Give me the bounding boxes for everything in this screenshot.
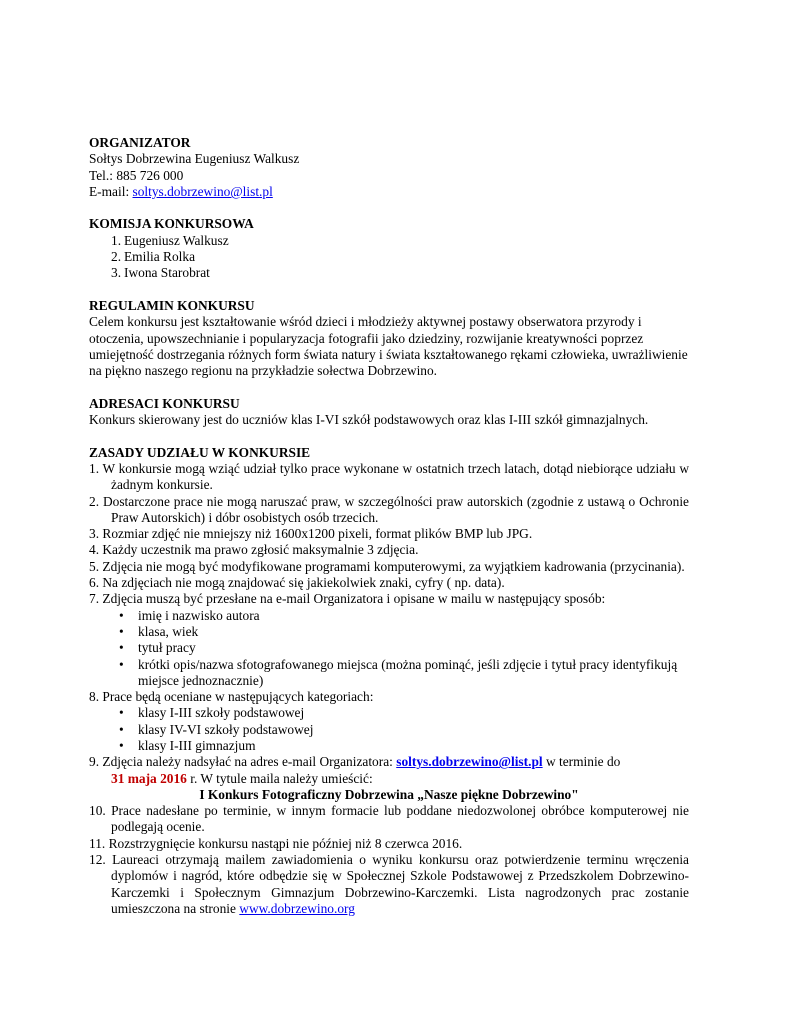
bullet-item: • klasy I-III szkoły podstawowej: [119, 705, 305, 721]
organizer-phone: Tel.: 885 726 000: [89, 167, 184, 183]
audience-text: Konkurs skierowany jest do uczniów klas I-VI szkół podstawowych oraz klas I-III szkół gimnazjalnych.: [89, 412, 649, 428]
rule-3: 3. Rozmiar zdjęć nie mniejszy niż 1600x1200 pixeli, format plików BMP lub JPG.: [89, 526, 533, 542]
organizer-email-link[interactable]: soltys.dobrzewino@list.pl: [132, 183, 273, 199]
rule-6: 6. Na zdjęciach nie mogą znajdować się jakiekolwiek znaki, cyfry ( np. data).: [89, 575, 505, 591]
deadline-date: 31 maja 2016: [111, 770, 187, 786]
rule-5: 5. Zdjęcia nie mogą być modyfikowane programami komputerowymi, za wyjątkiem kadrowania (przycinania).: [89, 558, 685, 574]
rule-9-deadline: 31 maja 2016 r. W tytule maila należy umieścić:: [111, 770, 373, 786]
bullet-item: • imię i nazwisko autora: [119, 607, 260, 623]
participation-heading: ZASADY UDZIAŁU W KONKURSIE: [89, 444, 311, 460]
rule-2: 2. Dostarczone prace nie mogą naruszać praw, w szczególności praw autorskich (zgodnie z ustawą o Ochronie Praw Autorskich) i dóbr osobistych osób trzecich.: [89, 493, 689, 525]
bullet-item: • krótki opis/nazwa sfotografowanego miejsca (można pominąć, jeśli zdjęcie i tytuł pracy identyfikują miejsce jednoznacznie): [119, 656, 678, 688]
organizer-email-line: [89, 184, 689, 200]
website-link[interactable]: www.dobrzewino.org: [239, 900, 355, 916]
rule-10: 10. Prace nadesłane po terminie, w innym formacie lub poddane niedozwolonej obróbce komputerowej nie podlegają ocenie.: [89, 803, 689, 835]
committee-heading: KOMISJA KONKURSOWA: [89, 216, 254, 232]
list-item: 2. Emilia Rolka: [111, 249, 196, 265]
list-item: 1. Eugeniusz Walkusz: [111, 232, 229, 248]
list-item: 3. Iwona Starobrat: [111, 265, 210, 281]
committee-list: [89, 233, 689, 282]
rule-12: 12. Laureaci otrzymają mailem zawiadomienia o wyniku konkursu oraz potwierdzenie terminu wręczenia dyplomów i nagród, które odbędzie się w Społecznej Szkole Podstawowej z Przedszkolem Dobrzewino-Karczemki i Społecznym Gimnazjum Dobrzewino-Karczemki. Lista nagrodzonych prac zostanie umieszczona na stronie www.dobrzewino.org: [89, 852, 689, 916]
bullet-item: • klasy IV-VI szkoły podstawowej: [119, 721, 314, 737]
rules-text: Celem konkursu jest kształtowanie wśród dzieci i młodzieży aktywnej postawy obserwatora przyrody i otoczenia, upowszechnianie i popularyzacja fotografii jako dziedziny, rozwijanie kreatywności poprzez umiejętność dostrzegania różnych form świata natury i świata kształtowanego rękami człowieka, uwrażliwienie na piękno naszego regionu na przykładzie sołectwa Dobrzewino.: [89, 314, 688, 379]
rules-heading: REGULAMIN KONKURSU: [89, 297, 255, 313]
submission-email-link[interactable]: soltys.dobrzewino@list.pl: [396, 754, 543, 770]
bullet-item: • klasy I-III gimnazjum: [119, 737, 256, 753]
bullet-item: • tytuł pracy: [119, 640, 196, 656]
rule-7: 7. Zdjęcia muszą być przesłane na e-mail Organizatora i opisane w mailu w następujący sposób:: [89, 591, 606, 607]
bullet-item: • klasa, wiek: [119, 623, 199, 639]
rule-11: 11. Rozstrzygnięcie konkursu nastąpi nie później niż 8 czerwca 2016.: [89, 835, 463, 851]
organizer-name: Sołtys Dobrzewina Eugeniusz Walkusz: [89, 151, 300, 167]
rule-4: 4. Każdy uczestnik ma prawo zgłosić maksymalnie 3 zdjęcia.: [89, 542, 419, 558]
rule-9: 9. Zdjęcia należy nadsyłać na adres e-mail Organizatora: soltys.dobrzewino@list.pl w terminie do: [89, 754, 621, 770]
email-subject-title: I Konkurs Fotograficzny Dobrzewina „Nasze piękne Dobrzewino": [199, 786, 579, 802]
rule-1: 1. W konkursie mogą wziąć udział tylko prace wykonane w ostatnich trzech latach, dotąd niebiorące udziału w żadnym konkursie.: [89, 460, 689, 493]
email-label: E-mail:: [89, 183, 133, 199]
document-page: [89, 135, 689, 917]
organizer-heading: ORGANIZATOR: [89, 135, 191, 150]
rule-8: 8. Prace będą oceniane w następujących kategoriach:: [89, 689, 374, 705]
audience-heading: ADRESACI KONKURSU: [89, 395, 240, 411]
